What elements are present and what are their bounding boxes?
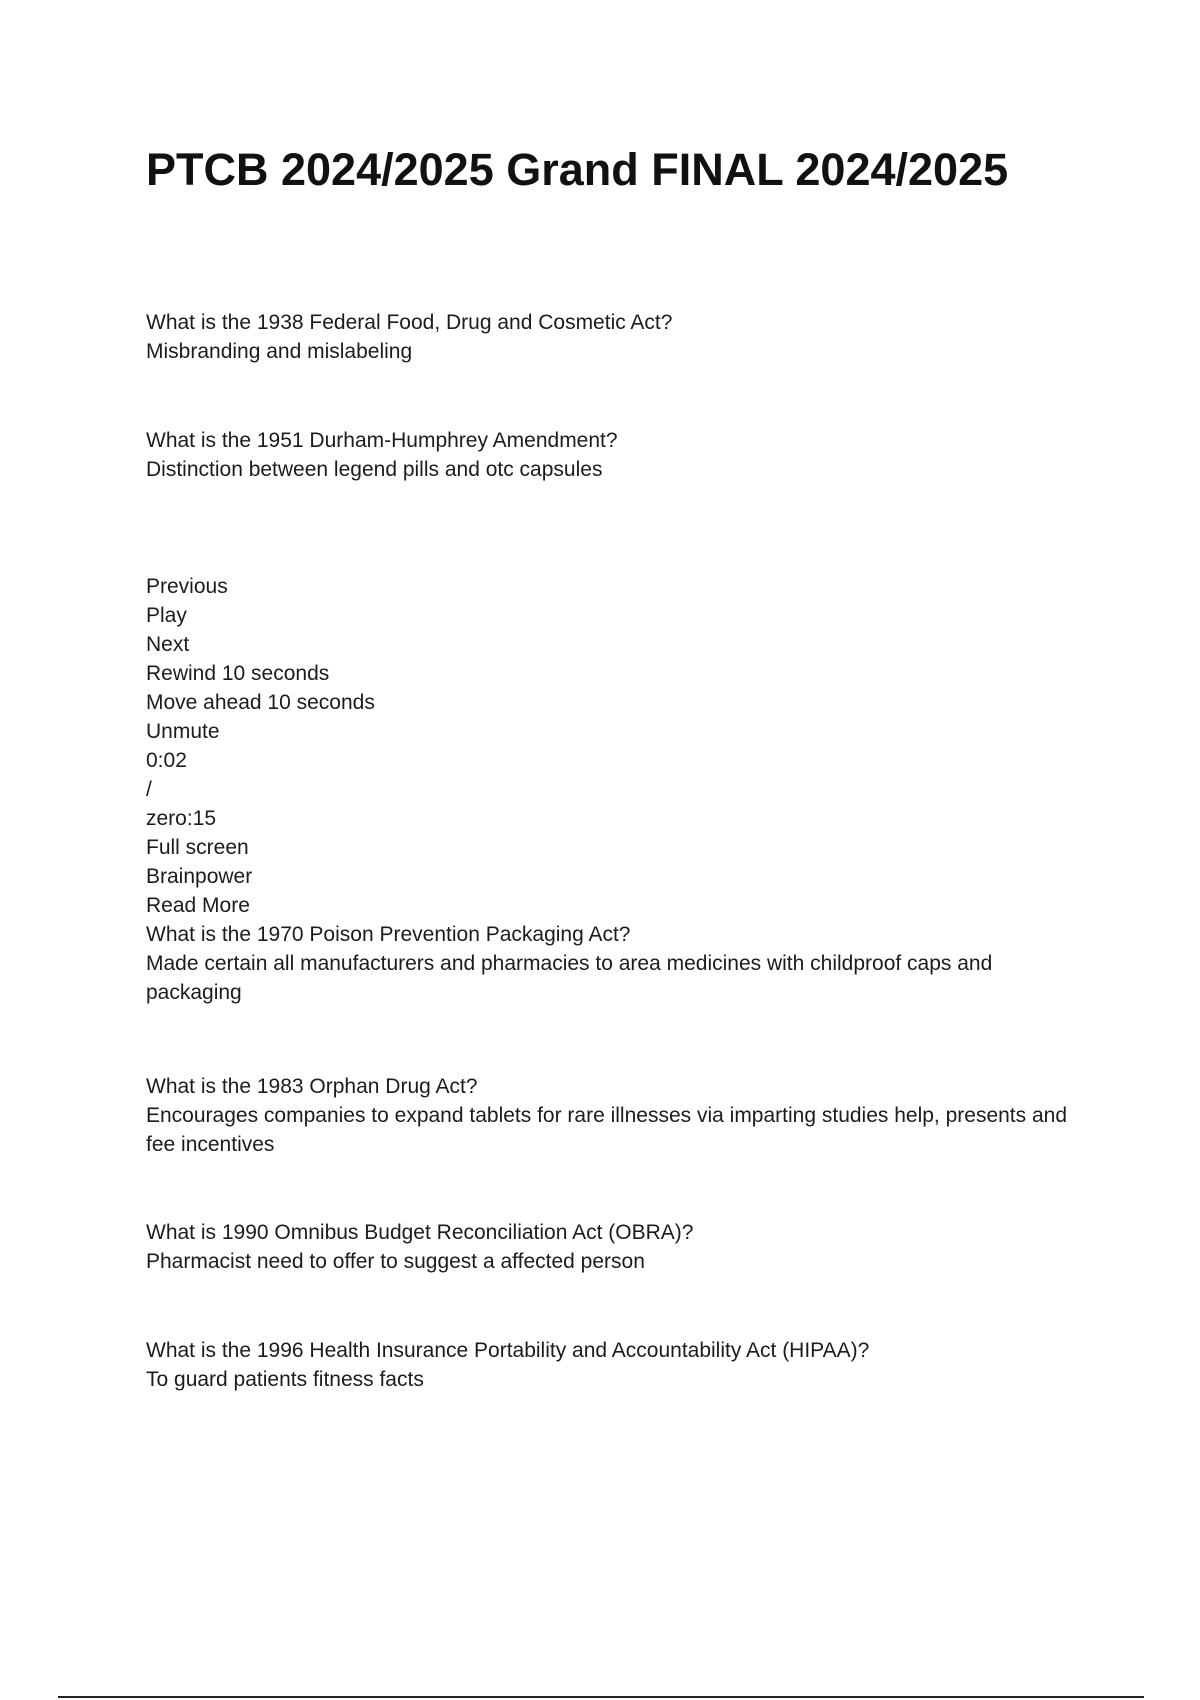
- question: What is the 1938 Federal Food, Drug and Cosmetic Act?: [146, 311, 673, 334]
- rewind-button[interactable]: Rewind 10 seconds: [146, 662, 330, 685]
- answer: Distinction between legend pills and otc capsules: [146, 458, 603, 481]
- question: What is the 1970 Poison Prevention Packaging Act?: [146, 923, 631, 946]
- brand-label: Brainpower: [146, 865, 253, 888]
- document-title: PTCB 2024/2025 Grand FINAL 2024/2025: [146, 144, 1009, 195]
- question: What is 1990 Omnibus Budget Reconciliation Act (OBRA)?: [146, 1221, 694, 1244]
- question: What is the 1951 Durham-Humphrey Amendment?: [146, 429, 618, 452]
- previous-button[interactable]: Previous: [146, 575, 228, 598]
- qa-item: [146, 1336, 1086, 1394]
- current-time: 0:02: [146, 749, 187, 772]
- question: What is the 1996 Health Insurance Portability and Accountability Act (HIPAA)?: [146, 1339, 870, 1362]
- answer: Misbranding and mislabeling: [146, 340, 413, 363]
- answer: To guard patients fitness facts: [146, 1368, 424, 1391]
- answer: Pharmacist need to offer to suggest a affected person: [146, 1250, 645, 1273]
- fullscreen-button[interactable]: Full screen: [146, 836, 249, 859]
- next-button[interactable]: Next: [146, 633, 190, 656]
- qa-item: [146, 308, 1086, 366]
- qa-item: [146, 1072, 1086, 1159]
- qa-item: [146, 426, 1086, 484]
- forward-button[interactable]: Move ahead 10 seconds: [146, 691, 375, 714]
- answer: Encourages companies to expand tablets for rare illnesses via imparting studies help, presents and fee incentives: [146, 1104, 1068, 1156]
- play-button[interactable]: Play: [146, 604, 187, 627]
- qa-item: [146, 1218, 1086, 1276]
- answer: Made certain all manufacturers and pharmacies to area medicines with childproof caps and packaging: [146, 952, 993, 1004]
- footer-divider: [58, 1696, 1144, 1698]
- question: What is the 1983 Orphan Drug Act?: [146, 1075, 478, 1098]
- video-player-text: [146, 572, 1086, 1007]
- unmute-button[interactable]: Unmute: [146, 720, 220, 743]
- duration: zero:15: [146, 807, 217, 830]
- time-separator: /: [146, 778, 152, 801]
- read-more-link[interactable]: Read More: [146, 894, 250, 917]
